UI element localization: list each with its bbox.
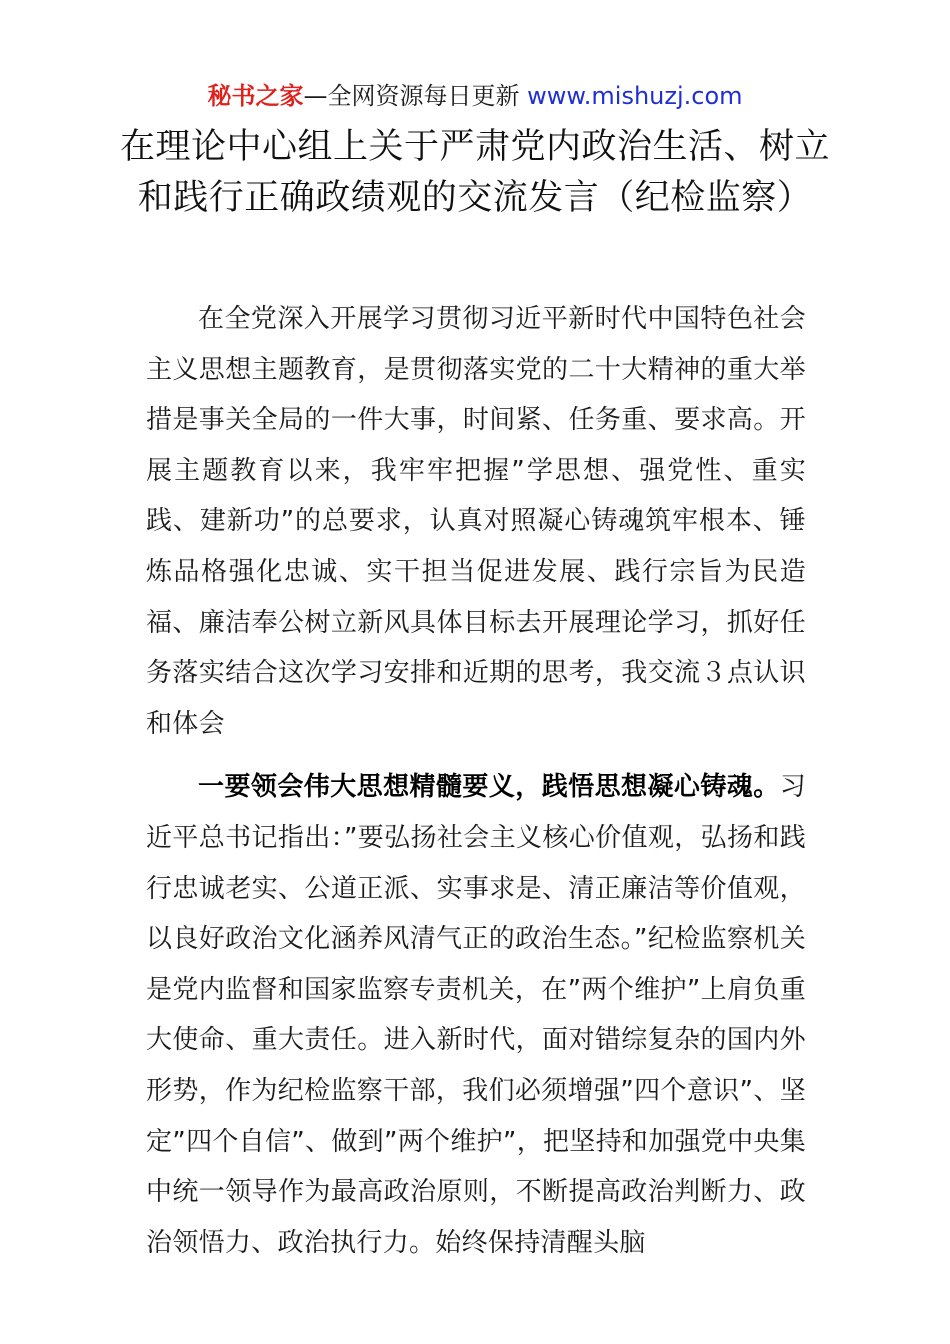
point-one-heading: 一要领会伟大思想精髓要义，践悟思想凝心铸魂。 (198, 772, 780, 803)
header-tagline: —全网资源每日更新 (303, 82, 528, 110)
site-url-link[interactable]: www.mishuzj.com (527, 82, 743, 110)
document-title: 在理论中心组上关于严肃党内政治生活、树立和践行正确政绩观的交流发言（纪检监察） (120, 127, 831, 218)
brand-name: 秘书之家 (207, 82, 304, 110)
point-one-body: 习近平总书记指出：”要弘扬社会主义核心价值观，弘扬和践行忠诚老实、公道正派、实事求是、清正廉洁等价值观，以良好政治文化涵养风清气正的政治生态。”纪检监察机关是党内监督和国家监察专责机关，在”两个维护”上肩负重大使命、重大责任。进入新时代，面对错综复杂的国内外形势，作为纪检监察干部，我们必须增强”四个意识”、坚定”四个自信”、做到”两个维护”，把坚持和加强党中央集中统一领导作为最高政治原则，不断提高政治判断力、政治领悟力、政治执行力。始终保持清醒头脑 (146, 772, 806, 1258)
paragraph-point-one (146, 762, 806, 1268)
document-body (146, 294, 806, 1268)
site-header (0, 80, 950, 112)
paragraph-intro: 在全党深入开展学习贯彻习近平新时代中国特色社会主义思想主题教育，是贯彻落实党的二十大精神的重大举措是事关全局的一件大事，时间紧、任务重、要求高。开展主题教育以来，我牢牢把握”学思想、强党性、重实践、建新功”的总要求，认真对照凝心铸魂筑牢根本、锤炼品格强化忠诚、实干担当促进发展、践行宗旨为民造福、廉洁奉公树立新风具体目标去开展理论学习，抓好任务落实结合这次学习安排和近期的思考，我交流３点认识和体会 (146, 304, 806, 739)
